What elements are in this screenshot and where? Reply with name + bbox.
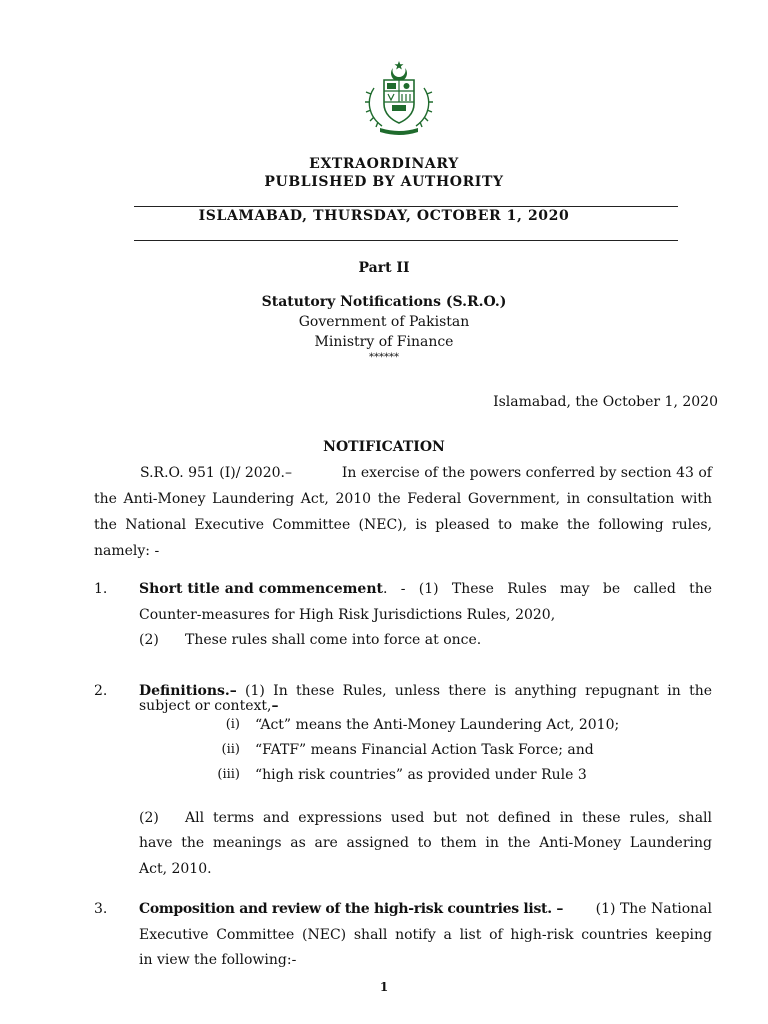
rule-2-number: 2.: [94, 683, 108, 699]
government-name: Government of Pakistan: [298, 314, 470, 330]
rule-1-title: Short title and commencement: [139, 581, 383, 597]
rule-2-title: Definitions.–: [139, 683, 237, 699]
rule-1-sub-text: These rules shall come into force at once.: [185, 632, 482, 648]
rule-2-context: subject or context,: [139, 698, 272, 714]
rule-1-line-2: Counter-measures for High Risk Jurisdictions Rules, 2020,: [139, 607, 556, 623]
rule-3-line-3: in view the following:-: [139, 952, 297, 968]
header-rule-bottom: [134, 240, 678, 241]
intro-line-3: the National Executive Committee (NEC), is pleased to make the following rules,: [94, 517, 712, 533]
rule-2-sub-line-2: have the meanings as are assigned to them in the Anti-Money Laundering: [139, 835, 712, 851]
rule-2-text: (1) In these Rules, unless there is anything repugnant in the: [236, 683, 712, 699]
gazette-extraordinary: EXTRAORDINARY: [309, 156, 459, 172]
state-emblem-icon: [360, 58, 438, 136]
separator-stars: ******: [369, 352, 399, 363]
header-rule-top: [134, 206, 678, 207]
ministry-name: Ministry of Finance: [314, 334, 454, 350]
intro-line-4: namely: -: [94, 543, 160, 559]
rule-1-number: 1.: [94, 581, 108, 597]
rule-3-title: Composition and review of the high-risk countries list. –: [139, 901, 564, 917]
intro-line-2: the Anti-Money Laundering Act, 2010 the Federal Government, in consultation with: [94, 491, 712, 507]
rule-2-sub-line-3: Act, 2010.: [139, 861, 212, 877]
definition-item: “FATF” means Financial Action Task Force; and: [255, 742, 594, 758]
dateline: ISLAMABAD, THURSDAY, OCTOBER 1, 2020: [198, 208, 570, 224]
published-by-authority: PUBLISHED BY AUTHORITY: [264, 174, 504, 190]
notification-title: NOTIFICATION: [323, 439, 445, 455]
definition-item: “high risk countries” as provided under Rule 3: [255, 767, 587, 783]
rule-2-sub-number: (2): [139, 810, 159, 826]
rule-1-text: . - (1) These Rules may be called the: [382, 581, 712, 597]
sro-number: S.R.O. 951 (I)/ 2020.–: [140, 465, 292, 481]
place-date: Islamabad, the October 1, 2020: [493, 394, 718, 410]
rule-3-number: 3.: [94, 901, 108, 917]
definition-number: (ii): [221, 742, 240, 757]
part-heading: Part II: [358, 260, 410, 276]
intro-line-1: [140, 460, 712, 486]
rule-1-sub-number: (2): [139, 632, 159, 648]
rule-1-line-1: [139, 576, 712, 602]
rule-3-text: (1) The National: [595, 901, 712, 917]
definition-item: “Act” means the Anti-Money Laundering Act, 2010;: [255, 717, 620, 733]
definition-number: (iii): [217, 767, 240, 782]
sro-heading: Statutory Notifications (S.R.O.): [261, 294, 507, 310]
rule-3-line-2: Executive Committee (NEC) shall notify a list of high-risk countries keeping: [139, 927, 712, 943]
rule-2-dash: –: [271, 698, 279, 714]
rule-3-line-1: [139, 896, 712, 922]
intro-text: In exercise of the powers conferred by section 43 of: [341, 465, 712, 481]
rule-2-sub-line-1: All terms and expressions used but not defined in these rules, shall: [185, 810, 712, 826]
page-number: 1: [379, 980, 389, 994]
definition-number: (i): [225, 717, 240, 732]
